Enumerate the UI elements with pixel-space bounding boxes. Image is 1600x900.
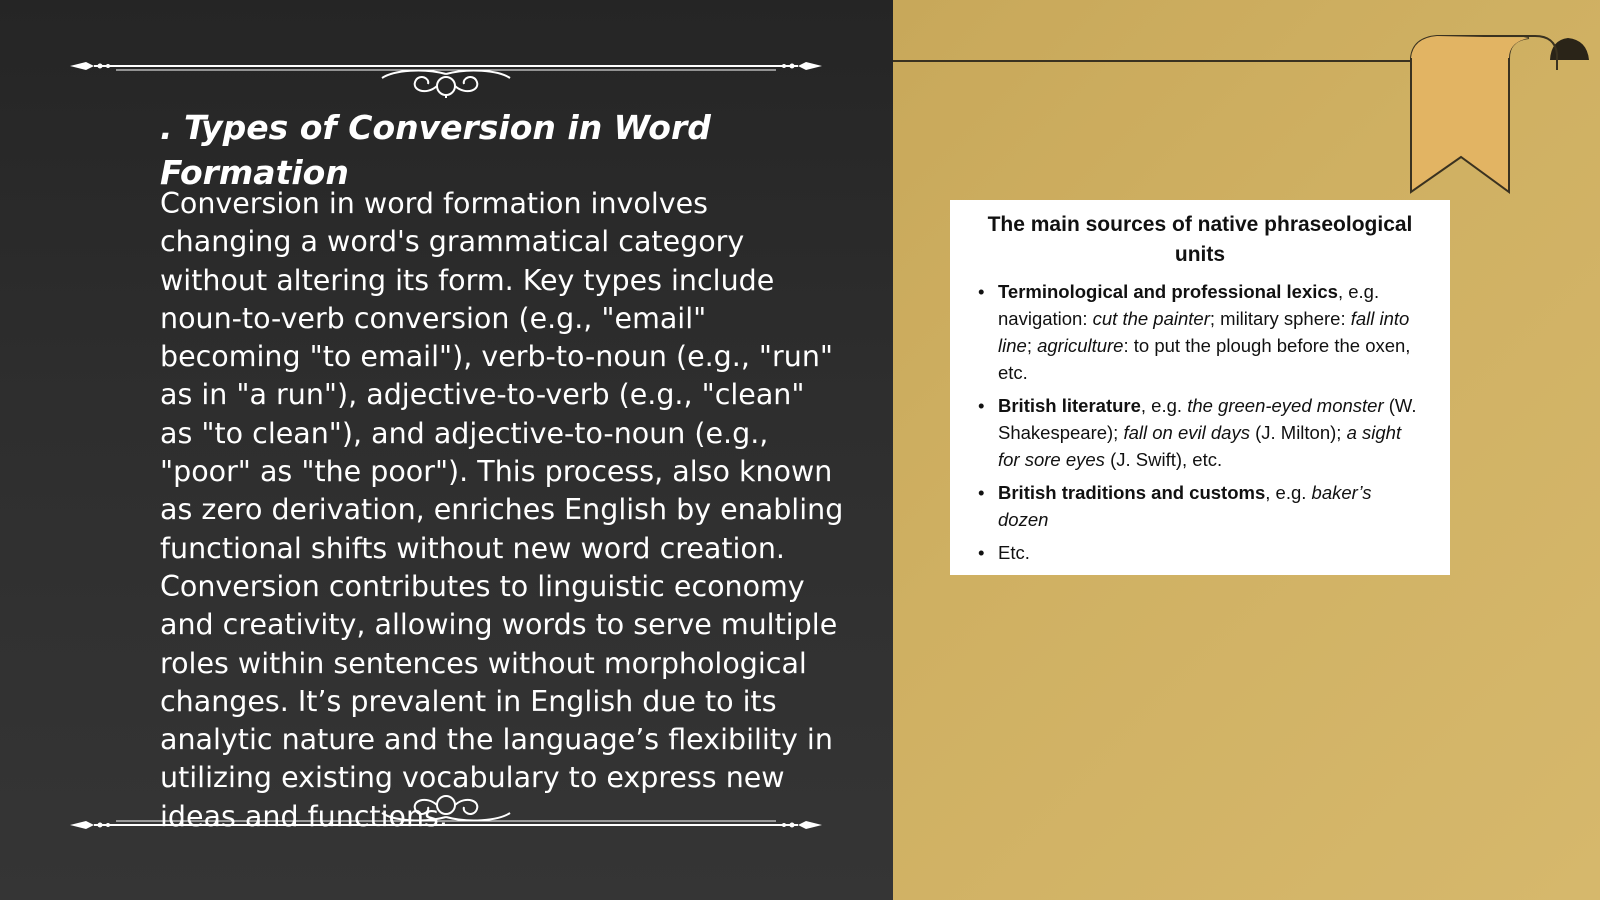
card-list-item: [974, 278, 1426, 386]
card-item-text-segment: , e.g.: [1140, 395, 1188, 416]
card-item-text-segment: (J. Milton);: [1249, 422, 1347, 443]
card-item-text-segment: the green-eyed monster: [1187, 395, 1384, 416]
card-item-text-segment: ; military sphere:: [1209, 308, 1351, 329]
card-title: The main sources of native phraseological units: [987, 213, 1413, 266]
bullet-icon: •: [978, 542, 985, 563]
card-item-text-segment: (W. Shakespeare);: [998, 395, 1417, 443]
card-item-text-segment: British literature: [998, 395, 1141, 416]
bullet-icon: •: [978, 482, 985, 503]
card-item-text-segment: , e.g.: [1265, 482, 1312, 503]
bottom-ornament-divider-icon: [64, 780, 828, 840]
bookmark-ribbon-icon: [1405, 30, 1595, 205]
card-list-item: [974, 479, 1426, 533]
card-item-text-segment: Etc.: [998, 542, 1030, 563]
slide-title: . Types of Conversion in Word Formation: [160, 108, 711, 192]
decorative-rule: [893, 60, 1438, 62]
card-item-text-segment: (J. Swift), etc.: [1104, 449, 1223, 470]
phraseological-units-card: [950, 200, 1450, 575]
card-item-text-segment: baker’s dozen: [998, 482, 1372, 530]
bullet-icon: •: [978, 395, 985, 416]
card-item-text-segment: agriculture: [1037, 335, 1124, 356]
card-item-text-segment: fall on evil days: [1123, 422, 1250, 443]
card-list-item: [974, 539, 1426, 566]
card-item-text-segment: fall into line: [998, 308, 1410, 356]
card-bullet-list: [974, 278, 1426, 566]
bullet-icon: •: [978, 281, 985, 302]
card-item-text-segment: British traditions and customs: [998, 482, 1266, 503]
top-ornament-divider-icon: [64, 38, 828, 98]
card-item-text-segment: Terminological and professional lexics: [998, 281, 1338, 302]
card-item-text-segment: : to put the plough before the oxen, etc.: [998, 335, 1411, 383]
card-item-text-segment: , e.g. navigation:: [998, 281, 1380, 329]
card-item-text-segment: ;: [1026, 335, 1038, 356]
card-list-item: [974, 392, 1426, 473]
card-item-text-segment: a sight for sore eyes: [998, 422, 1402, 470]
slide-body-text: Conversion in word formation involves changing a word's grammatical category without altering its form. Key types include noun-to-verb conversion (e.g., "email" becoming "to email"), verb-to-noun (e.g., "run" as in "a run"), adjective-to-verb (e.g., "clean" as "to clean"), and adjective-to-noun (e.g., "poor" as "the poor"). This process, also known as zero derivation, enriches English by enabling functional shifts without new word creation. Conversion contributes to linguistic economy and creativity, allowing words to serve multiple roles within sentences without morphological changes. It’s prevalent in English due to its analytic nature and the language’s flexibility in utilizing existing vocabulary to express new ideas and functions.: [160, 187, 844, 833]
right-panel: [893, 0, 1600, 900]
card-item-text-segment: cut the painter: [1092, 308, 1210, 329]
